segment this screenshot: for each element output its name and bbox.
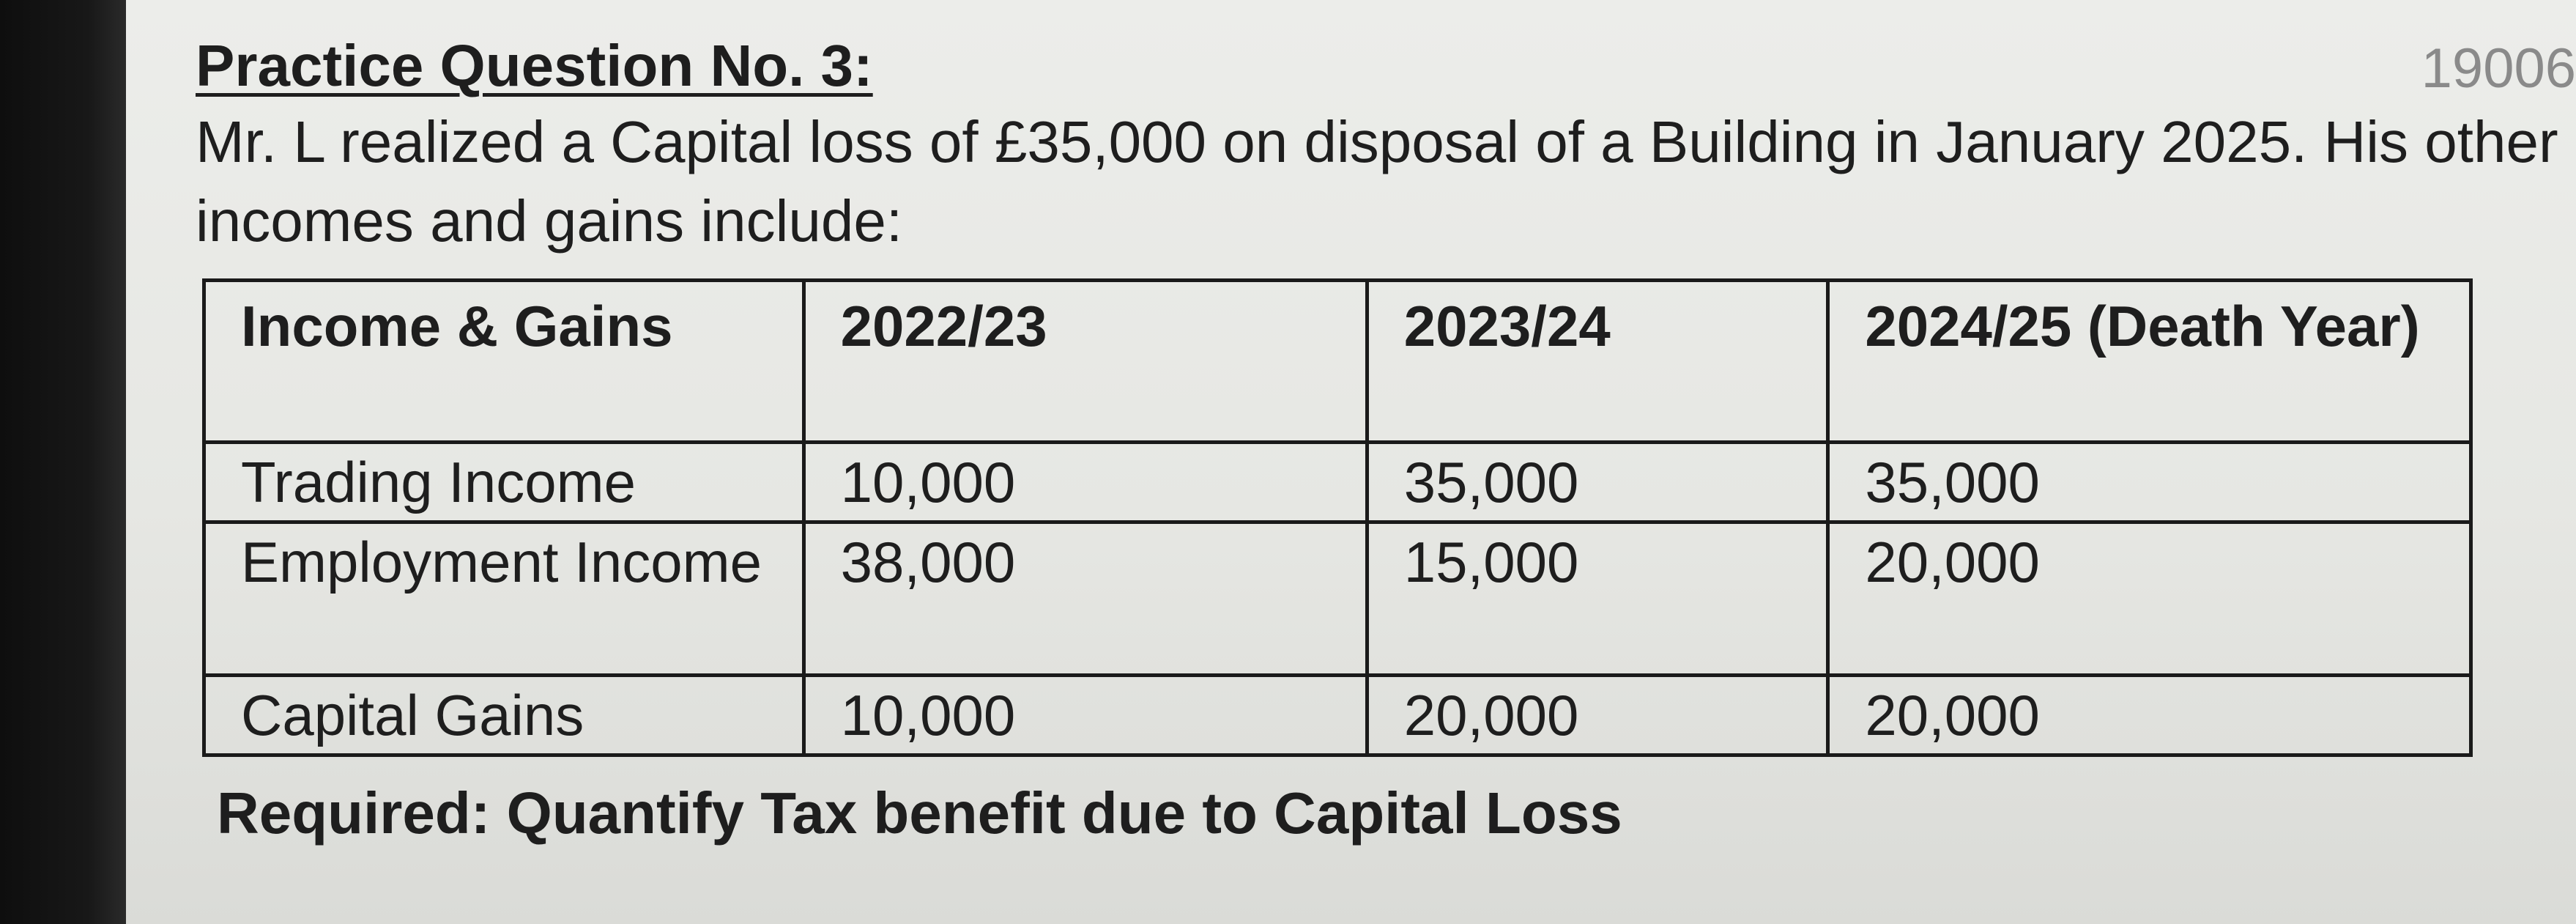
question-intro: Mr. L realized a Capital loss of £35,000 on disposal of a Building in January 2025. His other incomes and gains include: <box>196 109 2558 254</box>
header-income-gains: Income & Gains <box>204 281 804 443</box>
cell-value: 15,000 <box>1367 522 1828 676</box>
cell-value: 20,000 <box>1367 676 1828 755</box>
income-gains-table <box>202 278 2473 757</box>
screen-bezel <box>0 0 126 924</box>
header-2023-24: 2023/24 <box>1367 281 1828 443</box>
cell-value: 20,000 <box>1828 676 2471 755</box>
question-title: Practice Question No. 3: <box>196 33 873 98</box>
cell-value: 10,000 <box>803 443 1367 522</box>
required-statement: Required: Quantify Tax benefit due to Capital Loss <box>217 780 1622 846</box>
cell-value: 10,000 <box>803 676 1367 755</box>
table-row <box>204 443 2471 522</box>
row-label-capital-gains: Capital Gains <box>204 676 804 755</box>
page-number: 19006 <box>2421 37 2576 100</box>
table-row <box>204 676 2471 755</box>
cell-value: 20,000 <box>1828 522 2471 676</box>
table-row <box>204 522 2471 676</box>
cell-value: 35,000 <box>1828 443 2471 522</box>
cell-value: 35,000 <box>1367 443 1828 522</box>
row-label-employment-income: Employment Income <box>204 522 804 676</box>
question-block <box>196 29 2576 261</box>
header-2024-25: 2024/25 (Death Year) <box>1828 281 2471 443</box>
cell-value: 38,000 <box>803 522 1367 676</box>
header-2022-23: 2022/23 <box>803 281 1367 443</box>
row-label-trading-income: Trading Income <box>204 443 804 522</box>
table-header-row <box>204 281 2471 443</box>
